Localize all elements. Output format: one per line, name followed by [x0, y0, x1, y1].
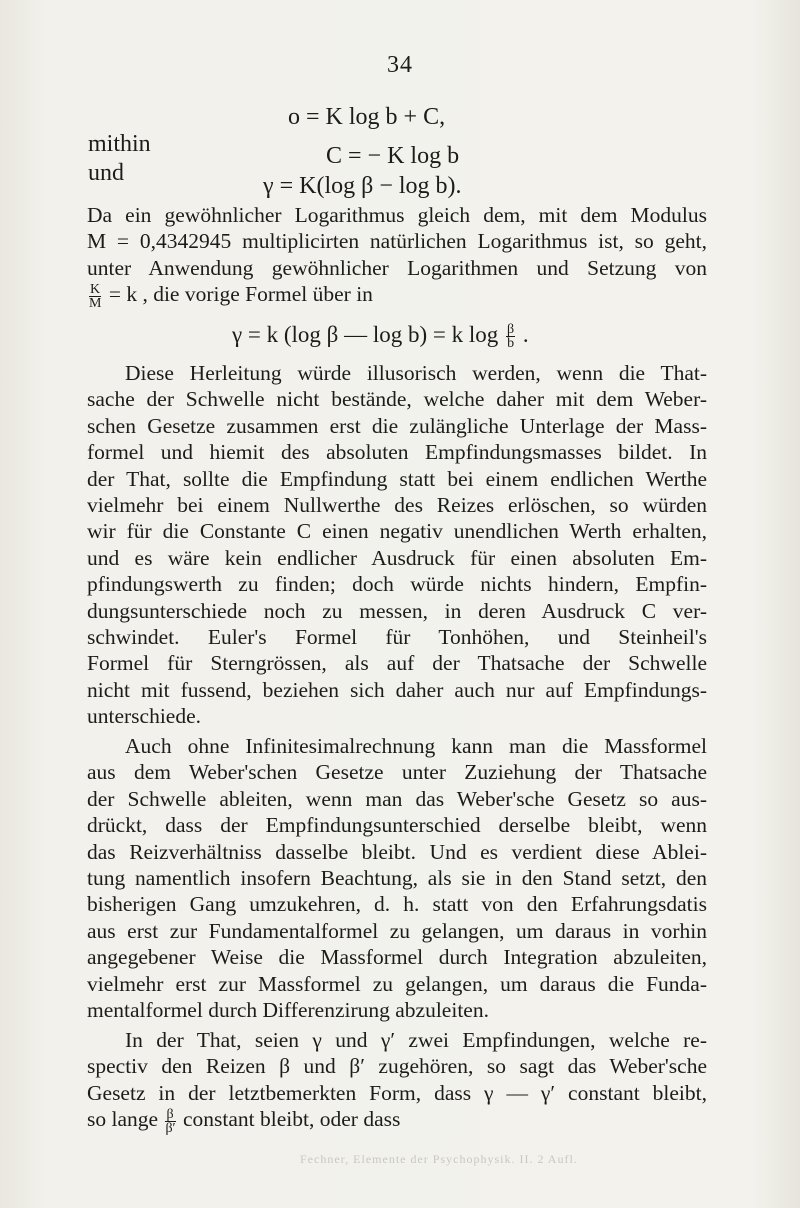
text-line: aus dem Weber'schen Gesetze unter Zuziehung der Thatsache — [87, 760, 707, 785]
text-line: der That, sollte die Empfindung statt bei einem endlichen Werthe — [87, 466, 707, 491]
text-line: Formel für Sterngrössen, als auf der Thatsache der Schwelle — [87, 651, 707, 676]
text-line: schen Gesetze zusammen erst die zulängliche Unterlage der Mass- — [87, 413, 707, 438]
text-line: das Reizverhältniss dasselbe bleibt. Und es verdient diese Ablei- — [87, 839, 707, 864]
beta-over-b-fraction — [506, 323, 515, 350]
equation-4-lhs: γ = k (log β — log b) = k log — [232, 322, 499, 347]
text-line: unter Anwendung gewöhnlicher Logarithmen und Setzung von — [87, 255, 707, 280]
und-label: und — [88, 160, 124, 186]
fraction-numerator: β — [507, 322, 515, 338]
fraction-numerator: K — [90, 281, 101, 297]
text-line: sache der Schwelle nicht bestände, welche daher mit dem Weber- — [87, 387, 707, 412]
beta-over-beta-prime-fraction — [165, 1108, 175, 1135]
fraction-denominator: b — [507, 336, 515, 352]
text-line: und es wäre kein endlicher Ausdruck für einen absoluten Em- — [87, 545, 707, 570]
text-line: vielmehr erst zur Massformel zu gelangen, um daraus die Funda- — [87, 971, 707, 996]
text-line: In der That, seien γ und γ′ zwei Empfindungen, welche re- — [125, 1028, 707, 1052]
text-line: schwindet. Euler's Formel für Tonhöhen, und Steinheil's — [87, 624, 707, 649]
text-line: bisherigen Gang umzukehren, d. h. statt von den Erfahrungsdatis — [87, 892, 707, 917]
fraction-numerator: β — [165, 1108, 175, 1122]
text-line: Gesetz in der letztbemerkten Form, dass γ — γ′ constant bleibt, — [87, 1080, 707, 1105]
paragraph-4 — [87, 1027, 707, 1138]
text-line: unterschiede. — [87, 704, 202, 729]
text-line: der Schwelle ableiten, wenn man das Weber'sche Gesetz so aus- — [87, 786, 707, 811]
equation-4 — [232, 322, 529, 350]
last-line-pre: so lange — [87, 1107, 159, 1132]
text-line: Diese Herleitung würde illusorisch werden, wenn die That- — [125, 361, 707, 385]
equation-4-end: . — [522, 322, 529, 347]
text-line: M = 0,4342945 multiplicirten natürlichen Logarithmus ist, so geht, — [87, 229, 707, 254]
last-line — [87, 1106, 707, 1138]
text-line: angegebener Weise die Massformel durch Integration abzuleiten, — [87, 945, 707, 970]
text-line: nicht mit fussend, beziehen sich daher auch nur auf Empfindungs- — [87, 677, 707, 702]
text-line: dungsunterschiede noch zu messen, in deren Ausdruck C ver- — [87, 598, 707, 623]
text-line: Da ein gewöhnlicher Logarithmus gleich dem, mit dem Modulus — [87, 203, 707, 227]
text-line: Auch ohne Infinitesimalrechnung kann man die Massformel — [125, 734, 707, 758]
text-line: drückt, dass der Empfindungsunterschied derselbe bleibt, wenn — [87, 813, 707, 838]
text-line: tung namentlich insofern Beachtung, als sie in den Stand setzt, den — [87, 865, 707, 890]
text-line: pfindungswerth zu finden; doch würde nichts hindern, Empfin- — [87, 572, 707, 597]
text-line: spectiv den Reizen β und β′ zugehören, so sagt das Weber'sche — [87, 1054, 707, 1079]
mithin-label: mithin — [88, 131, 151, 157]
text-line: aus erst zur Fundamentalformel zu gelangen, um daraus in vorhin — [87, 918, 707, 943]
kdef-line — [87, 281, 707, 311]
kdef-text: = k , die vorige Formel über in — [108, 282, 373, 307]
paragraph-3 — [87, 733, 707, 1023]
fraction-denominator: β′ — [165, 1120, 176, 1136]
text-line: wir für die Constante C einen negativ unendlichen Werth erhalten, — [87, 519, 707, 544]
equation-2: C = − K log b — [326, 143, 460, 169]
text-line: mentalformel durch Differenzirung abzuleiten. — [87, 997, 489, 1022]
paragraph-1 — [87, 202, 707, 311]
text-line: formel und hiemit des absoluten Empfindungsmasses bildet. In — [87, 440, 707, 465]
equation-3: γ = K(log β − log b). — [263, 173, 462, 199]
fraction-denominator: M — [89, 295, 102, 311]
last-line-post: constant bleibt, oder dass — [183, 1107, 401, 1132]
equation-1: o = K log b + C, — [288, 104, 446, 130]
paragraph-2 — [87, 360, 707, 729]
bleed-through-footer: Fechner, Elemente der Psychophysik. II. 2 Aufl. — [300, 1152, 578, 1166]
k-over-m-fraction — [89, 283, 101, 310]
text-line: vielmehr bei einem Nullwerthe des Reizes erlöschen, so würden — [87, 492, 707, 517]
page-number: 34 — [387, 52, 413, 78]
